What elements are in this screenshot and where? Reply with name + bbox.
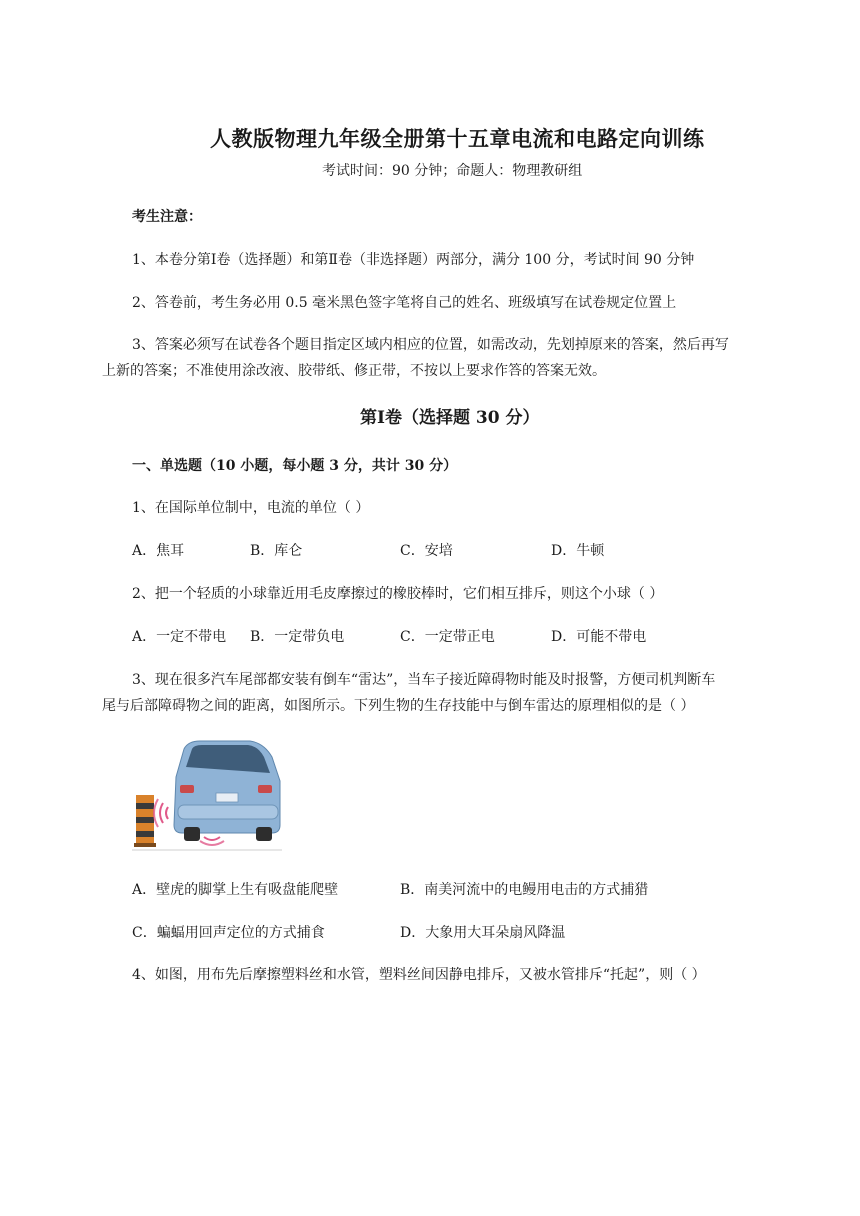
section-title: 第Ⅰ卷（选择题 30 分）	[360, 408, 540, 428]
q1-option-a: A．焦耳	[132, 543, 185, 559]
q2-option-c: C．一定带正电	[400, 629, 495, 645]
q2-option-b: B．一定带负电	[250, 629, 345, 645]
page-title: 人教版物理九年级全册第十五章电流和电路定向训练	[210, 126, 705, 151]
q3-option-c: C．蝙蝠用回声定位的方式捕食	[132, 925, 325, 941]
notice-item-1: 1、本卷分第Ⅰ卷（选择题）和第Ⅱ卷（非选择题）两部分，满分 100 分，考试时间 90 分钟	[132, 252, 695, 268]
car-radar-figure	[132, 737, 282, 851]
q3-option-d: D．大象用大耳朵扇风降温	[400, 925, 566, 941]
notice-heading: 考生注意：	[132, 209, 202, 225]
part-heading: 一、单选题（10 小题，每小题 3 分，共计 30 分）	[132, 458, 458, 474]
question-3-stem-line-1: 3、现在很多汽车尾部都安装有倒车“雷达”，当车子接近障碍物时能及时报警，方便司机判断车	[132, 672, 716, 688]
notice-item-3: 3、答案必须写在试卷各个题目指定区域内相应的位置，如需改动，先划掉原来的答案，然后再写	[132, 337, 729, 353]
q1-option-c: C．安培	[400, 543, 453, 559]
question-3-stem-line-2: 尾与后部障碍物之间的距离，如图所示。下列生物的生存技能中与倒车雷达的原理相似的是（ ）	[102, 698, 695, 714]
question-2-stem: 2、把一个轻质的小球靠近用毛皮摩擦过的橡胶棒时，它们相互排斥，则这个小球（ ）	[132, 586, 664, 602]
q1-option-b: B．库仑	[250, 543, 303, 559]
q2-option-a: A．一定不带电	[132, 629, 227, 645]
question-1-stem: 1、在国际单位制中，电流的单位（ ）	[132, 500, 370, 516]
q3-option-a: A．壁虎的脚掌上生有吸盘能爬壁	[132, 882, 339, 898]
question-4-stem: 4、如图，用布先后摩擦塑料丝和水管，塑料丝间因静电排斥，又被水管排斥“托起”，则（ ）	[132, 967, 706, 983]
q2-option-d: D．可能不带电	[551, 629, 647, 645]
exam-info: 考试时间：90 分钟；命题人：物理教研组	[322, 163, 583, 179]
notice-item-3-continued: 上新的答案；不准使用涂改液、胶带纸、修正带，不按以上要求作答的答案无效。	[102, 363, 606, 379]
q3-option-b: B．南美河流中的电鳗用电击的方式捕猎	[400, 882, 649, 898]
q1-option-d: D．牛顿	[551, 543, 605, 559]
notice-item-2: 2、答卷前，考生务必用 0.5 毫米黑色签字笔将自己的姓名、班级填写在试卷规定位置上	[132, 295, 677, 311]
parking-radar-illustration	[132, 737, 282, 851]
